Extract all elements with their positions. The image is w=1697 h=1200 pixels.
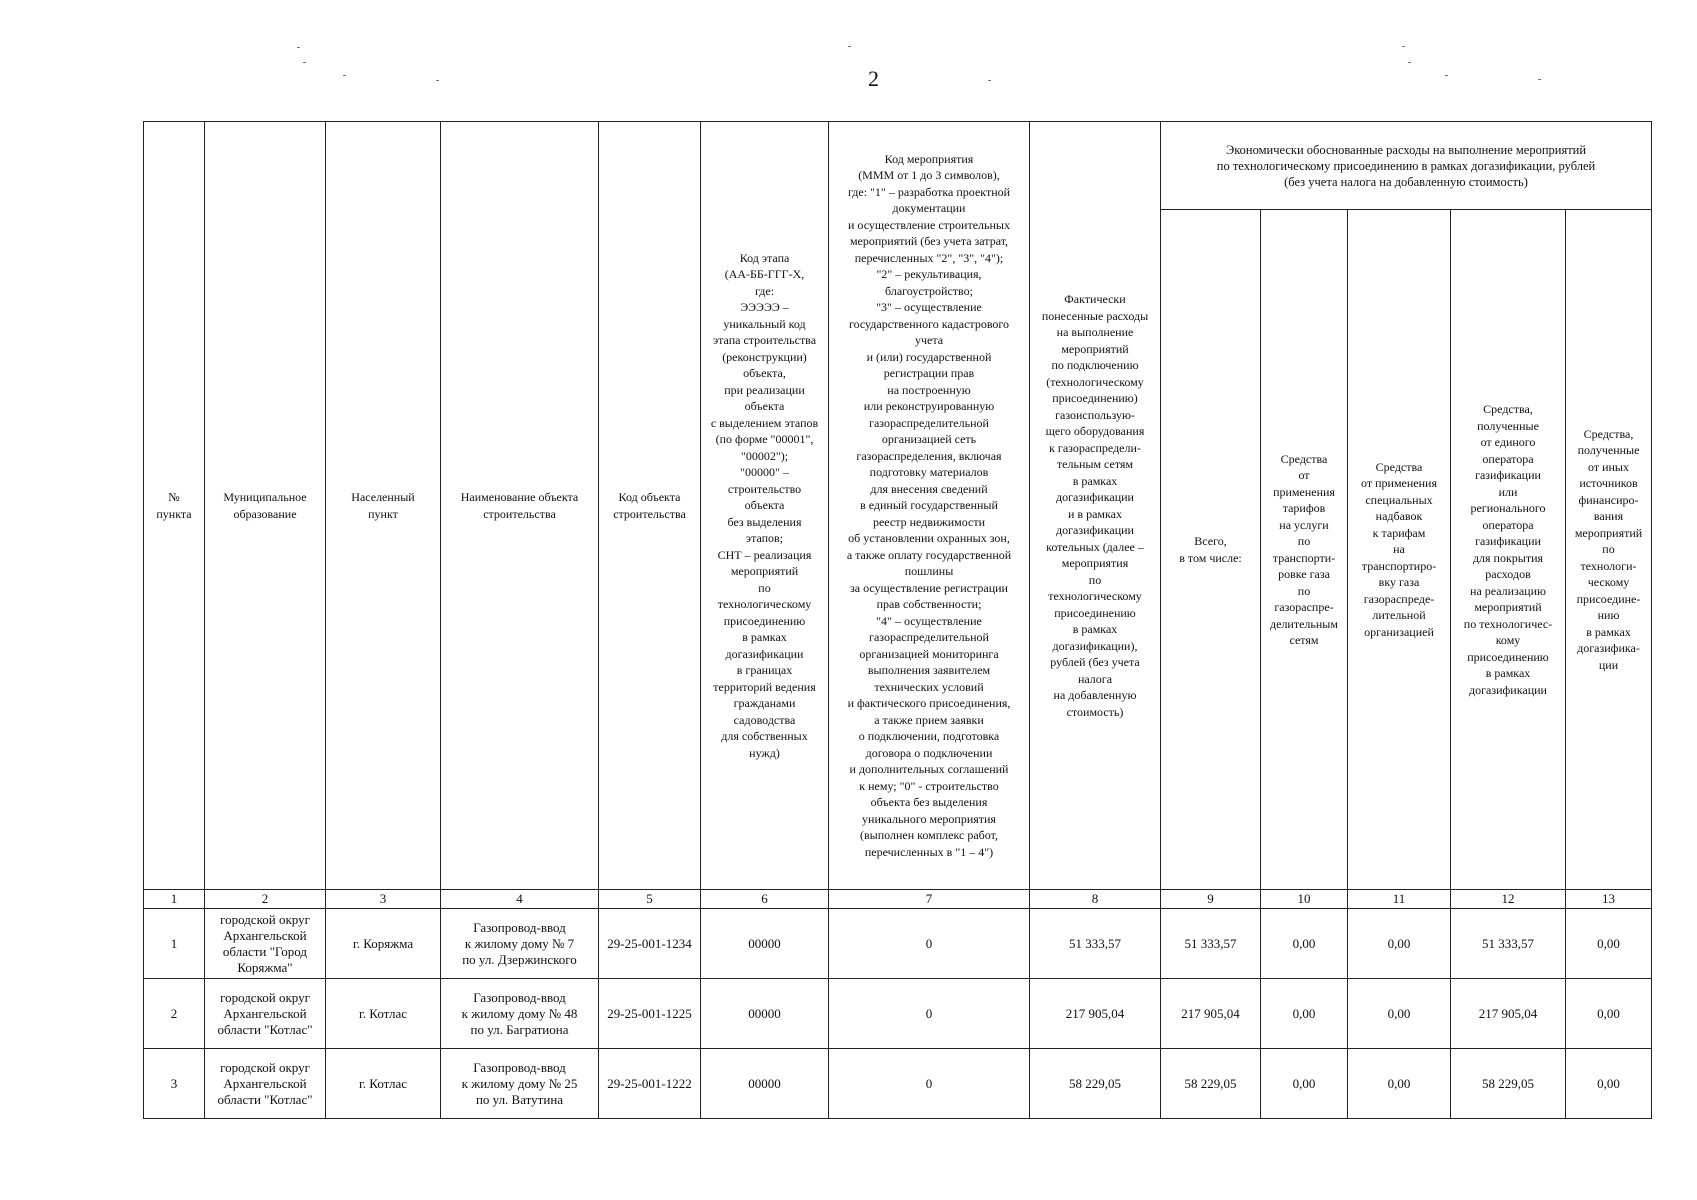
header-surcharge-funds: Средства от применения специальных надбавок к тарифам на транспортиро- вку газа газораспреде- лительной организацией <box>1348 210 1451 890</box>
cell-item-number: 3 <box>144 1049 205 1119</box>
header-object-code: Код объекта строительства <box>599 122 701 890</box>
table-row <box>144 979 1652 1049</box>
cell-operator-funds: 51 333,57 <box>1451 909 1566 979</box>
scan-speck <box>1408 62 1411 63</box>
cell-stage-code: 00000 <box>701 1049 829 1119</box>
column-number: 8 <box>1030 890 1161 909</box>
cell-item-number: 1 <box>144 909 205 979</box>
scan-speck <box>1402 46 1405 47</box>
column-number: 13 <box>1566 890 1652 909</box>
header-stage-code: Код этапа (АА-ББ-ГГГ-Х, где: ЭЭЭЭЭ – уникальный код этапа строительства (реконструкции) объекта, при реализации объекта с выделением этапов (по форме "00001", "00002"); "00000" – строительство объекта без выделения этапов; СНТ – реализация мероприятий по технологическому присоединению в рамках догазификации в границах территорий ведения гражданами садоводства для собственных нужд) <box>701 122 829 890</box>
cell-object-code: 29-25-001-1225 <box>599 979 701 1049</box>
cell-item-number: 2 <box>144 979 205 1049</box>
cell-operator-funds: 217 905,04 <box>1451 979 1566 1049</box>
cell-total: 58 229,05 <box>1161 1049 1261 1119</box>
header-tariff-funds: Средства от применения тарифов на услуги по транспорти- ровке газа по газораспре- делительным сетям <box>1261 210 1348 890</box>
header-justified-costs-group: Экономически обоснованные расходы на выполнение мероприятий по технологическому присоединению в рамках догазификации, рублей (без учета налога на добавленную стоимость) <box>1161 122 1652 210</box>
header-total: Всего, в том числе: <box>1161 210 1261 890</box>
cell-other-funds: 0,00 <box>1566 909 1652 979</box>
dogasification-costs-table <box>143 121 1652 1119</box>
header-municipality: Муниципальное образование <box>205 122 326 890</box>
header-item-number: № пункта <box>144 122 205 890</box>
cell-tariff-funds: 0,00 <box>1261 1049 1348 1119</box>
cell-actual-costs: 51 333,57 <box>1030 909 1161 979</box>
cell-stage-code: 00000 <box>701 909 829 979</box>
header-settlement: Населенный пункт <box>326 122 441 890</box>
cell-surcharge-funds: 0,00 <box>1348 979 1451 1049</box>
cell-object-name: Газопровод-ввод к жилому дому № 25 по ул. Ватутина <box>441 1049 599 1119</box>
column-number: 3 <box>326 890 441 909</box>
page-number: 2 <box>868 66 879 91</box>
scan-speck <box>343 75 346 76</box>
scan-speck <box>848 46 851 47</box>
cell-stage-code: 00000 <box>701 979 829 1049</box>
cell-surcharge-funds: 0,00 <box>1348 1049 1451 1119</box>
cell-total: 51 333,57 <box>1161 909 1261 979</box>
cell-other-funds: 0,00 <box>1566 979 1652 1049</box>
scan-speck <box>1538 79 1541 80</box>
column-number: 7 <box>829 890 1030 909</box>
cell-tariff-funds: 0,00 <box>1261 979 1348 1049</box>
column-number: 4 <box>441 890 599 909</box>
cell-surcharge-funds: 0,00 <box>1348 909 1451 979</box>
scan-speck <box>436 80 439 81</box>
column-number: 10 <box>1261 890 1348 909</box>
column-number: 2 <box>205 890 326 909</box>
cell-object-name: Газопровод-ввод к жилому дому № 7 по ул. Дзержинского <box>441 909 599 979</box>
cell-operator-funds: 58 229,05 <box>1451 1049 1566 1119</box>
cell-measure-code: 0 <box>829 1049 1030 1119</box>
table-row <box>144 1049 1652 1119</box>
scan-speck <box>1445 75 1448 76</box>
column-number: 5 <box>599 890 701 909</box>
cell-actual-costs: 58 229,05 <box>1030 1049 1161 1119</box>
header-other-funds: Средства, полученные от иных источников финансиро- вания мероприятий по технологи- ческому присоедине- нию в рамках догазифика- ции <box>1566 210 1652 890</box>
cell-settlement: г. Котлас <box>326 979 441 1049</box>
cell-tariff-funds: 0,00 <box>1261 909 1348 979</box>
header-operator-funds: Средства, полученные от единого оператора газификации или регионального оператора газификации для покрытия расходов на реализацию мероприятий по технологичес- кому присоединению в рамках догазификации <box>1451 210 1566 890</box>
column-number: 6 <box>701 890 829 909</box>
cell-object-name: Газопровод-ввод к жилому дому № 48 по ул. Багратиона <box>441 979 599 1049</box>
scan-speck <box>297 47 300 48</box>
column-number: 12 <box>1451 890 1566 909</box>
scan-speck <box>303 62 306 63</box>
scan-speck <box>988 80 991 81</box>
table-row <box>144 909 1652 979</box>
cell-municipality: городской округ Архангельской области "Город Коряжма" <box>205 909 326 979</box>
cell-settlement: г. Котлас <box>326 1049 441 1119</box>
header-object-name: Наименование объекта строительства <box>441 122 599 890</box>
column-number: 11 <box>1348 890 1451 909</box>
header-measure-code: Код мероприятия (МММ от 1 до 3 символов), где: "1" – разработка проектной документации и осуществление строительных мероприятий (без учета затрат, перечисленных "2", "3", "4"); "2" – рекультивация, благоустройство; "3" – осуществление государственного кадастрового учета и (или) государственной регистрации прав на построенную или реконструированную газораспределительной организацией сеть газораспределения, включая подготовку материалов для внесения сведений в единый государственный реестр недвижимости об установлении охранных зон, а также оплату государственной пошлины за осуществление регистрации прав собственности; "4" – осуществление газораспределительной организацией мониторинга выполнения заявителем технических условий и фактического присоединения, а также прием заявки о подключении, подготовка договора о подключении и дополнительных соглашений к нему; "0" - строительство объекта без выделения уникального мероприятия (выполнен комплекс работ, перечисленных в "1 – 4") <box>829 122 1030 890</box>
header-actual-costs: Фактически понесенные расходы на выполнение мероприятий по подключению (технологическому присоединению) газоиспользую- щего оборудования к газораспредели- тельным сетям в рамках догазификации и в рамках догазификации котельных (далее – мероприятия по технологическому присоединению в рамках догазификации), рублей (без учета налога на добавленную стоимость) <box>1030 122 1161 890</box>
cell-other-funds: 0,00 <box>1566 1049 1652 1119</box>
column-number: 9 <box>1161 890 1261 909</box>
cell-municipality: городской округ Архангельской области "Котлас" <box>205 979 326 1049</box>
cell-total: 217 905,04 <box>1161 979 1261 1049</box>
cell-municipality: городской округ Архангельской области "Котлас" <box>205 1049 326 1119</box>
cell-object-code: 29-25-001-1234 <box>599 909 701 979</box>
cell-object-code: 29-25-001-1222 <box>599 1049 701 1119</box>
cell-settlement: г. Коряжма <box>326 909 441 979</box>
cell-actual-costs: 217 905,04 <box>1030 979 1161 1049</box>
column-number-row <box>144 890 1652 909</box>
column-number: 1 <box>144 890 205 909</box>
cell-measure-code: 0 <box>829 979 1030 1049</box>
cell-measure-code: 0 <box>829 909 1030 979</box>
